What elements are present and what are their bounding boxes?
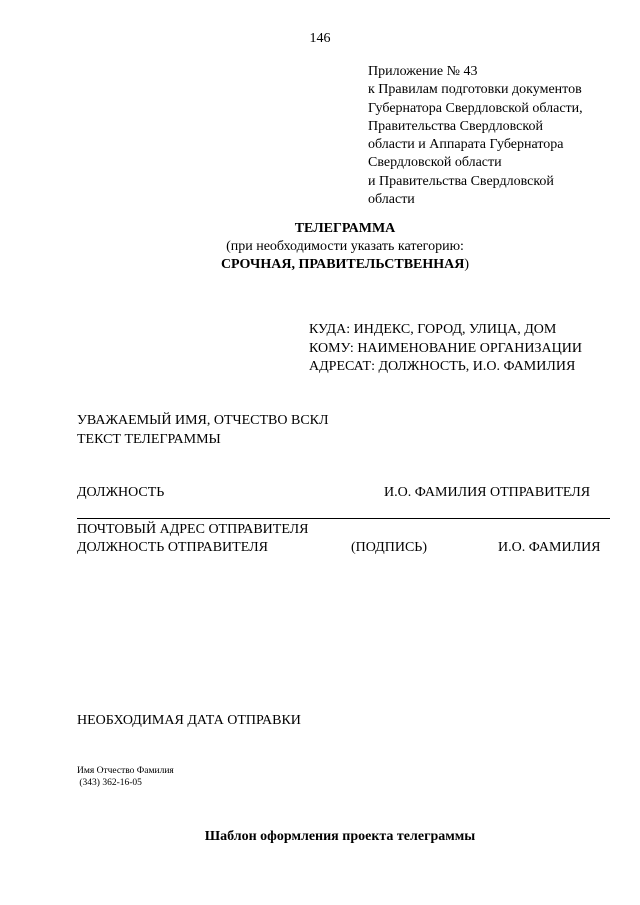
page-number: 146 <box>309 31 331 46</box>
sender-position: ДОЛЖНОСТЬ ОТПРАВИТЕЛЯ <box>77 540 268 555</box>
telegram-category: СРОЧНАЯ, ПРАВИТЕЛЬСТВЕННАЯ <box>220 257 465 272</box>
sender-postal-address: ПОЧТОВЫЙ АДРЕС ОТПРАВИТЕЛЯ <box>77 522 309 537</box>
address-to-whom: КОМУ: НАИМЕНОВАНИЕ ОРГАНИЗАЦИИ <box>309 340 582 356</box>
sender-name: И.О. ФАМИЛИЯ <box>498 540 601 555</box>
telegram-category-line <box>0 256 640 274</box>
appendix-line: Правительства Свердловской <box>368 118 543 134</box>
contact-phone: (343) 362-16-05 <box>77 778 142 788</box>
address-block <box>309 321 582 377</box>
appendix-line: и Правительства Свердловской <box>368 173 554 189</box>
telegram-category-close: ) <box>464 257 470 272</box>
contact-block <box>77 765 174 789</box>
send-date: НЕОБХОДИМАЯ ДАТА ОТПРАВКИ <box>77 713 301 728</box>
telegram-text: ТЕКСТ ТЕЛЕГРАММЫ <box>77 432 221 447</box>
sender-left <box>77 521 309 557</box>
signature-sender-name: И.О. ФАМИЛИЯ ОТПРАВИТЕЛЯ <box>384 485 591 500</box>
telegram-category-note: (при необходимости указать категорию: <box>226 239 464 254</box>
greeting-line: УВАЖАЕМЫЙ ИМЯ, ОТЧЕСТВО ВСКЛ <box>77 413 329 428</box>
template-caption: Шаблон оформления проекта телеграммы <box>204 829 476 844</box>
appendix-line: области и Аппарата Губернатора <box>368 137 564 153</box>
address-addressee: АДРЕСАТ: ДОЛЖНОСТЬ, И.О. ФАМИЛИЯ <box>309 359 576 374</box>
appendix-line: области <box>368 192 415 208</box>
contact-name: Имя Отчество Фамилия <box>77 766 174 776</box>
telegram-body <box>77 411 329 449</box>
divider-line <box>77 518 610 519</box>
appendix-line: к Правилам подготовки документов <box>368 82 582 98</box>
appendix-line: Свердловской области <box>368 155 502 171</box>
appendix-block <box>368 63 583 209</box>
telegram-title: ТЕЛЕГРАММА <box>294 221 396 236</box>
telegram-header <box>0 220 640 274</box>
signature-position: ДОЛЖНОСТЬ <box>77 485 165 500</box>
appendix-line: Приложение № 43 <box>368 64 478 79</box>
sender-signature: (ПОДПИСЬ) <box>351 540 427 555</box>
address-where: КУДА: ИНДЕКС, ГОРОД, УЛИЦА, ДОМ <box>309 322 557 337</box>
appendix-line: Губернатора Свердловской области, <box>368 100 583 116</box>
